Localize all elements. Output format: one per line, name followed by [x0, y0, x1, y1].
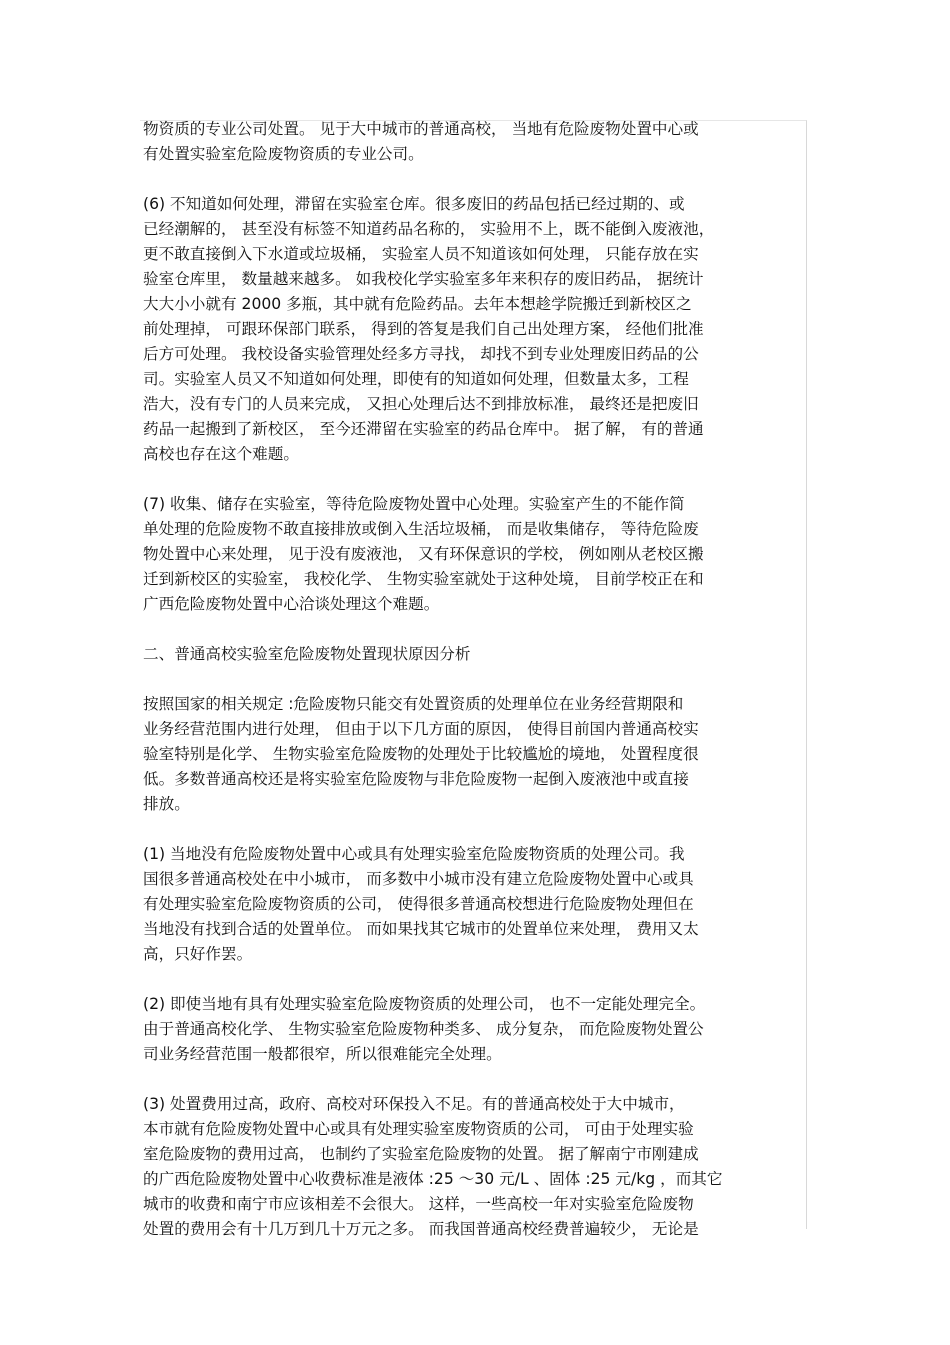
text-line: 已经潮解的， 甚至没有标签不知道药品名称的， 实验用不上，既不能倒入废液池，	[143, 220, 715, 238]
paragraph-reason-3	[143, 1092, 811, 1242]
text-line: 有处置实验室危险废物资质的专业公司。	[143, 145, 424, 163]
text-line: 的广西危险废物处置中心收费标准是液体 :25 ～30 元/L 、固体 :25 元/kg ，而其它	[143, 1170, 723, 1188]
text-line: 前处理掉， 可跟环保部门联系， 得到的答复是我们自己出处理方案， 经他们批准	[143, 320, 704, 338]
paragraph-intro-tail	[143, 117, 811, 167]
paragraph-item-6	[143, 192, 811, 467]
section-heading-text: 二、普通高校实验室危险废物处置现状原因分析	[143, 645, 471, 663]
paragraph-item-7	[143, 492, 811, 617]
text-line: 物处置中心来处理， 见于没有废液池， 又有环保意识的学校， 例如刚从老校区搬	[143, 545, 704, 563]
text-line: 当地没有找到合适的处置单位。 而如果找其它城市的处置单位来处理， 费用又太	[143, 920, 699, 938]
text-line: 国很多普通高校处在中小城市， 而多数中小城市没有建立危险废物处置中心或具	[143, 870, 694, 888]
text-line: 低。多数普通高校还是将实验室危险废物与非危险废物一起倒入废液池中或直接	[143, 770, 689, 788]
text-line: 有处理实验室危险废物资质的公司， 使得很多普通高校想进行危险废物处理但在	[143, 895, 694, 913]
text-line: 更不敢直接倒入下水道或垃圾桶， 实验室人员不知道该如何处理， 只能存放在实	[143, 245, 699, 263]
text-line: 按照国家的相关规定 :危险废物只能交有处置资质的处理单位在业务经营期限和	[143, 695, 684, 713]
text-line: 司业务经营范围一般都很窄，所以很难能完全处理。	[143, 1045, 502, 1063]
text-line: 司。实验室人员又不知道如何处理，即使有的知道如何处理，但数量太多，工程	[143, 370, 689, 388]
text-line: 后方可处理。 我校设备实验管理处经多方寻找， 却找不到专业处理废旧药品的公	[143, 345, 699, 363]
text-line: 业务经营范围内进行处理， 但由于以下几方面的原因， 使得目前国内普通高校实	[143, 720, 699, 738]
text-line: 物资质的专业公司处置。 见于大中城市的普通高校， 当地有危险废物处置中心或	[143, 120, 699, 138]
text-line: (6) 不知道如何处理，滞留在实验室仓库。很多废旧的药品包括已经过期的、或	[143, 195, 685, 213]
text-line: 本市就有危险废物处置中心或具有处理实验室废物资质的公司， 可由于处理实验	[143, 1120, 694, 1138]
text-line: 大大小小就有 2000 多瓶，其中就有危险药品。去年本想趁学院搬迁到新校区之	[143, 295, 692, 313]
section-heading	[143, 642, 811, 667]
text-line: 高校也存在这个难题。	[143, 445, 299, 463]
paragraph-reason-1	[143, 842, 811, 967]
text-line: 药品一起搬到了新校区， 至今还滞留在实验室的药品仓库中。 据了解， 有的普通	[143, 420, 704, 438]
text-line: 验室仓库里， 数量越来越多。 如我校化学实验室多年来积存的废旧药品， 据统计	[143, 270, 704, 288]
text-line: (1) 当地没有危险废物处置中心或具有处理实验室危险废物资质的处理公司。我	[143, 845, 685, 863]
text-line: 迁到新校区的实验室， 我校化学、 生物实验室就处于这种处境， 目前学校正在和	[143, 570, 704, 588]
text-line: 由于普通高校化学、 生物实验室危险废物种类多、 成分复杂， 而危险废物处置公	[143, 1020, 704, 1038]
text-line: 处置的费用会有十几万到几十万元之多。 而我国普通高校经费普遍较少， 无论是	[143, 1220, 699, 1238]
text-line: (7) 收集、储存在实验室，等待危险废物处置中心处理。实验室产生的不能作简	[143, 495, 685, 513]
paragraph-reason-2	[143, 992, 811, 1067]
text-line: 浩大，没有专门的人员来完成， 又担心处理后达不到排放标准， 最终还是把废旧	[143, 395, 699, 413]
text-line: (2) 即使当地有具有处理实验室危险废物资质的处理公司， 也不一定能处理完全。	[143, 995, 706, 1013]
text-line: 单处理的危险废物不敢直接排放或倒入生活垃圾桶， 而是收集储存， 等待危险废	[143, 520, 699, 538]
text-line: (3) 处置费用过高，政府、高校对环保投入不足。有的普通高校处于大中城市，	[143, 1095, 685, 1113]
paragraph-section-2-intro	[143, 692, 811, 817]
text-line: 广西危险废物处置中心洽谈处理这个难题。	[143, 595, 440, 613]
text-line: 室危险废物的费用过高， 也制约了实验室危险废物的处置。 据了解南宁市刚建成	[143, 1145, 699, 1163]
text-line: 城市的收费和南宁市应该相差不会很大。 这样，一些高校一年对实验室危险废物	[143, 1195, 694, 1213]
text-line: 高，只好作罢。	[143, 945, 253, 963]
text-line: 验室特别是化学、 生物实验室危险废物的处理处于比较尴尬的境地， 处置程度很	[143, 745, 699, 763]
text-line: 排放。	[143, 795, 190, 813]
document-body	[143, 117, 811, 1267]
